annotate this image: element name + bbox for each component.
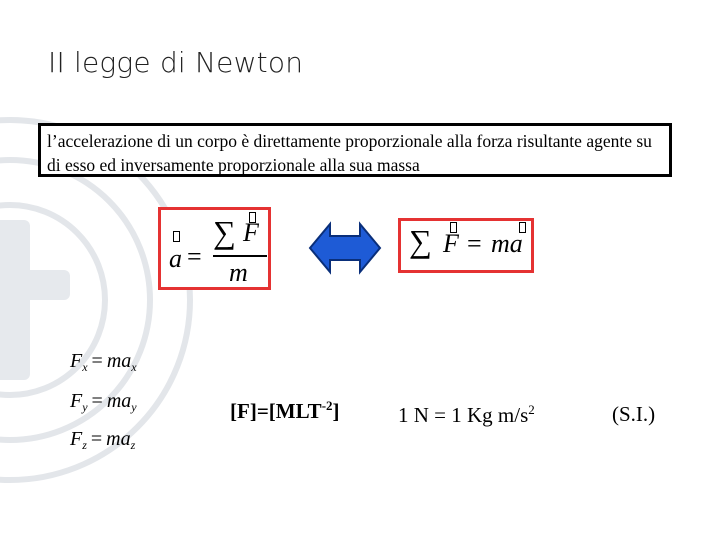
component-equation-x: $F_x = ma_x$ — [70, 350, 137, 375]
force-formula-box — [398, 218, 534, 273]
newton-definition: 1 N = 1 Kg $m/s^2$ — [398, 402, 535, 427]
mass-symbol: m — [229, 258, 248, 287]
equals-sign: = — [467, 229, 482, 258]
force-symbol: F — [443, 229, 459, 258]
force-dimension: $[F]=[MLT^{-2}]$ — [230, 398, 340, 423]
law-statement: l’accelerazione di un corpo è direttamente proporzionale alla forza risultante agente su di esso ed inversamente proporzionale alla sua massa — [38, 123, 672, 177]
fraction-bar — [213, 255, 267, 257]
unit-system-label: (S.I.) — [612, 402, 656, 426]
sum-symbol: ∑ — [213, 214, 236, 250]
acceleration-formula-box — [158, 207, 271, 290]
double-arrow-icon — [308, 220, 382, 276]
acceleration-symbol: a — [169, 244, 182, 273]
force-symbol: F — [243, 218, 259, 247]
slide-title: II legge di Newton — [48, 46, 304, 79]
component-equation-z: $F_z = ma_z$ — [70, 428, 136, 453]
equals-sign: = — [187, 242, 202, 271]
vector-arrow-icon — [173, 231, 180, 242]
component-equation-y: $F_y = ma_y$ — [70, 390, 137, 415]
sum-symbol: ∑ — [409, 223, 432, 259]
mass-acceleration: ma — [491, 229, 523, 258]
